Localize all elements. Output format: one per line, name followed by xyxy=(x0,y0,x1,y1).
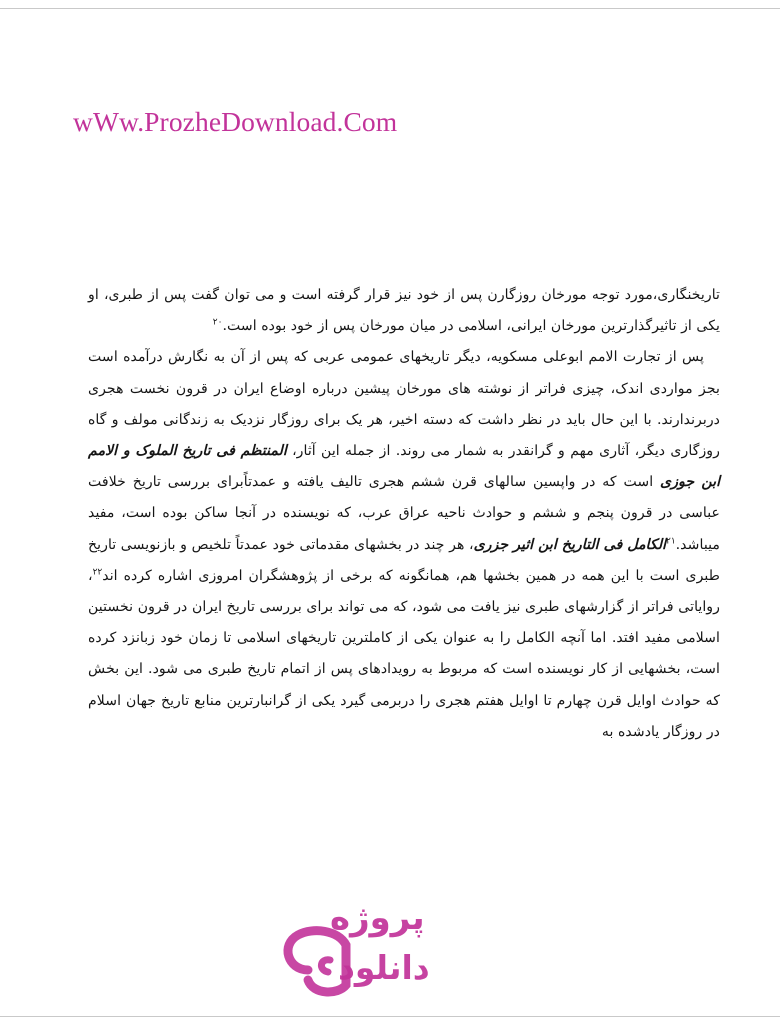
paragraph-text: پس از تجارت الامم ابوعلی مسکویه، دیگر تاریخهای عمومی عربی که پس از آن به نگارش درآمده است بجز مواردی اندک، چیزی فراتر از نوشته های مورخان پیشین درباره اوضاع ایران در قرون نخست هجری دربرندارند. با این حال باید در نظر داشت که دسته اخیر، هر یک برای روزگار نزدیک به زندگانی مولف و گاه روزگاری دیگر، آثاری مهم و گرانقدر به شمار می روند. از جمله این آثار، xyxy=(88,349,720,460)
paragraph-text: ، روایاتی فراتر از گزارشهای طبری نیز یافت می شود، که می تواند برای بررسی تاریخ ایران در قرون نخستین اسلامی مفید افتد. اما آنچه الکامل را به عنوان یکی از کاملترین تاریخهای اسلامی تا زمان خود زبانزد کرده است، بخشهایی از کار نویسنده است که مربوط به رویدادهای پس از اتمام تاریخ طبری می شود. این بخش که حوادث اوایل قرن چهارم تا اوایل هفتم هجری را دربرمی گیرد یکی از گرانبارترین منابع تاریخ جهان اسلام در روزگار یادشده به xyxy=(88,567,720,740)
footnote-ref: ۲۱ xyxy=(665,535,676,546)
paragraph xyxy=(88,342,720,748)
document-body xyxy=(88,280,720,748)
logo-wordmark-bottom: دانلود xyxy=(338,948,430,987)
book-title: المنتظم فی تاریخ الملوک و الامم ابن جوزی xyxy=(88,443,721,491)
paragraph-text: تاریخنگاری،مورد توجه مورخان روزگارن پس از خود نیز قرار گرفته است و می توان گفت پس از طبری، او یکی از تاثیرگذارترین مورخان ایرانی، اسلامی در میان مورخان پس از خود بوده است. xyxy=(88,287,720,335)
book-title: الکامل فی التاریخ ابن اثیر جزری xyxy=(473,536,666,553)
footnote-ref: ۲۰ xyxy=(212,317,223,328)
logo-wordmark-top: پروژه xyxy=(330,898,425,938)
viewer-top-edge xyxy=(0,0,780,9)
paragraph-text: ، هر چند در بخشهای مقدماتی خود عمدتاً تلخیص و بازنویسی تاریخ طبری است با این همه در همین بخشها هم، همانگونه که برخی از پژوهشگران امروزی اشاره کرده اند xyxy=(88,536,720,584)
paragraph xyxy=(88,280,720,342)
footnote-ref: ۲۲ xyxy=(92,567,103,578)
paragraph-text: است که در واپسین سالهای قرن ششم هجری تالیف یافته و عمدتاًبرای بررسی تاریخ خلافت عباسی در قرون پنجم و ششم و حوادث ناحیه عراق عرب، که نویسنده در آنجا ساکن بوده است، مفید میباشد. xyxy=(88,474,720,553)
watermark-url: wWw.ProzheDownload.Com xyxy=(73,106,398,137)
